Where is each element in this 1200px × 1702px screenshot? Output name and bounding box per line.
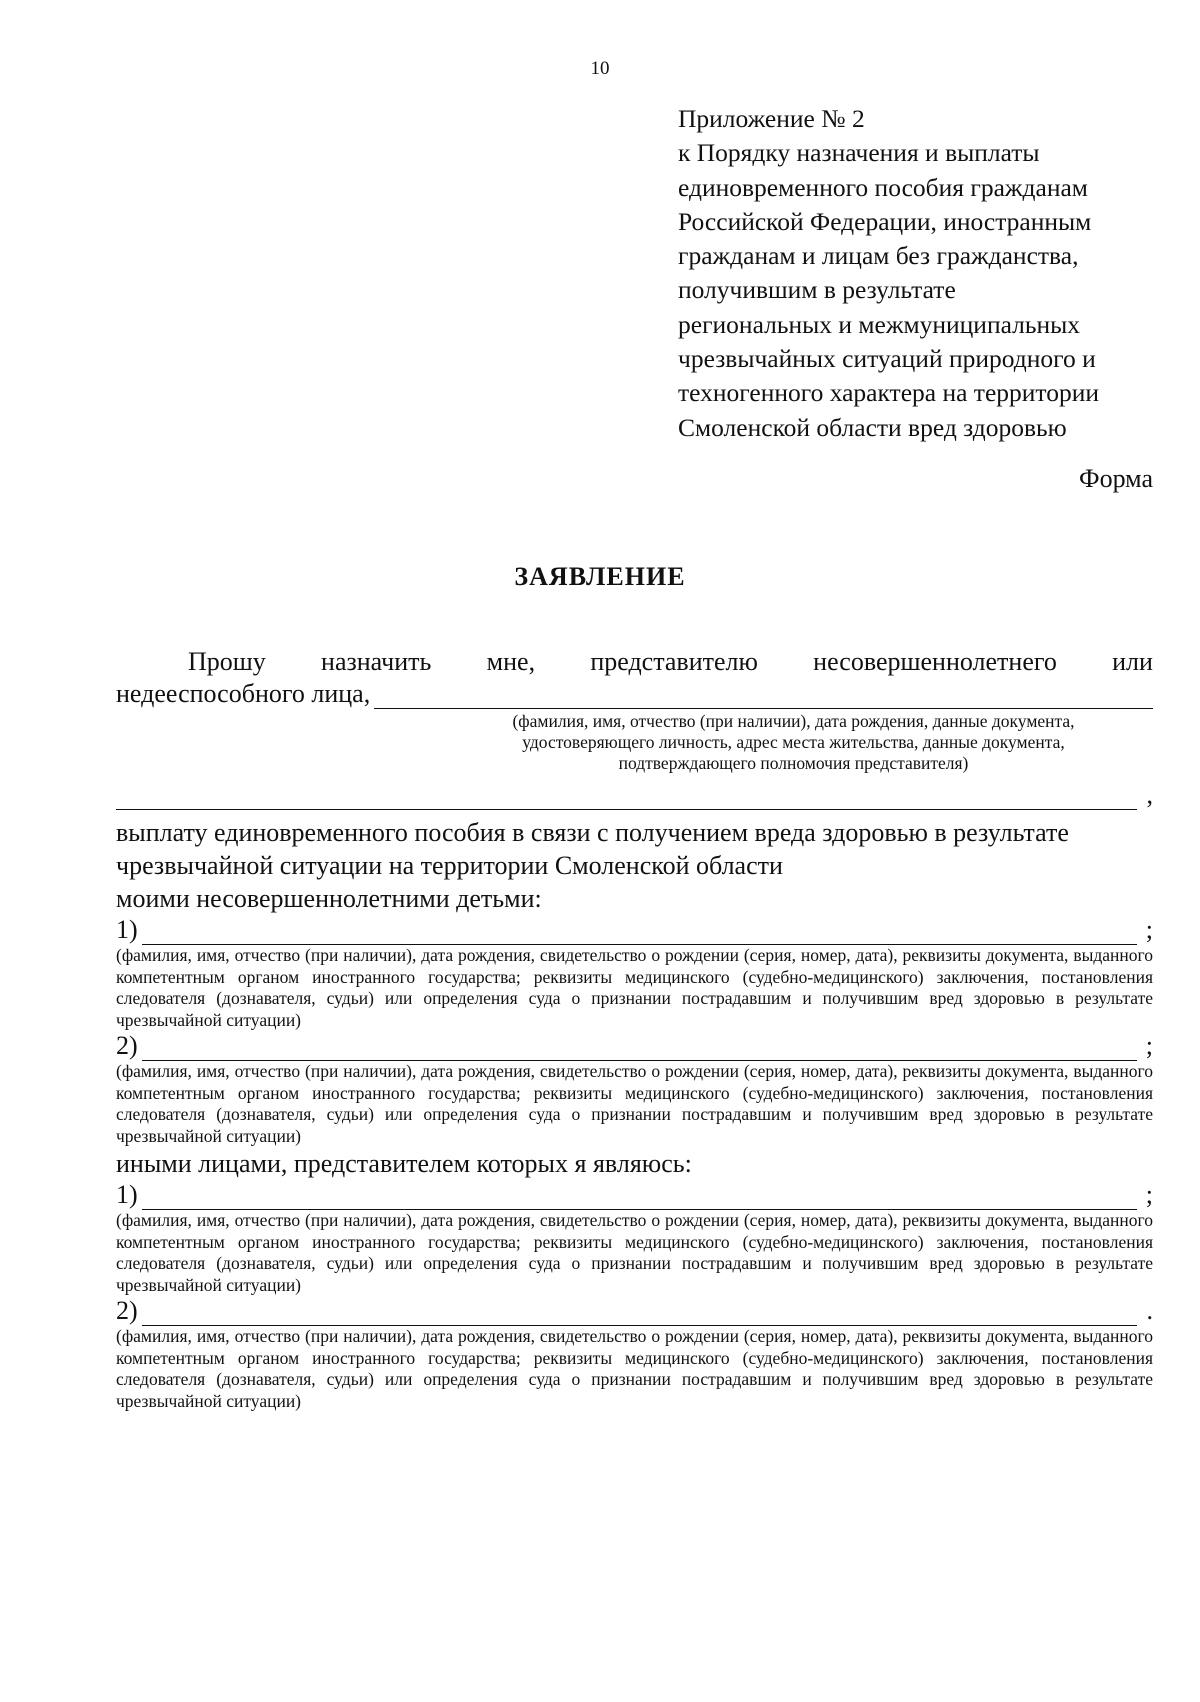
page-number: 10 bbox=[590, 58, 610, 79]
child-entry-2 bbox=[116, 1031, 1153, 1061]
intro-word: Прошу bbox=[188, 647, 266, 676]
other-entry-1 bbox=[116, 1180, 1153, 1210]
child-2-field[interactable] bbox=[142, 1036, 1137, 1061]
appendix-line: Российской Федерации, иностранным bbox=[678, 206, 1092, 236]
entry-end-mark: ; bbox=[1145, 915, 1153, 944]
other-2-field[interactable] bbox=[142, 1301, 1137, 1326]
other-1-field[interactable] bbox=[142, 1185, 1137, 1210]
purpose-text bbox=[116, 816, 1153, 915]
applicant-label: недееспособного лица, bbox=[116, 679, 371, 708]
purpose-line: выплату единовременного пособия в связи с получением вреда здоровью в результате bbox=[116, 818, 1069, 847]
applicant-note bbox=[116, 711, 1153, 774]
other-persons-heading: иными лицами, представителем которых я являюсь: bbox=[116, 1149, 692, 1178]
intro-word: или bbox=[1112, 647, 1153, 676]
other-1-note: (фамилия, имя, отчество (при наличии), дата рождения, свидетельство о рождении (серия, номер, дата), реквизиты документа, выданного компетентным органом иностранного государства; реквизиты медицинского (судебно-медицинского) заключения, постановления следователя (дознавателя, судьи) или определения суда о признании пострадавшим и получившим вред здоровью в результате чрезвычайной ситуации) bbox=[116, 1210, 1153, 1295]
appendix-line: гражданам и лицам без гражданства, bbox=[678, 241, 1079, 271]
entry-end-mark: ; bbox=[1145, 1180, 1153, 1209]
appendix-line: региональных и межмуниципальных bbox=[678, 309, 1081, 339]
applicant-note-line: удостоверяющего личность, адрес места жительства, данные документа, bbox=[522, 732, 1065, 752]
appendix-header bbox=[678, 102, 1178, 445]
applicant-note-line: подтверждающего полномочия представителя) bbox=[618, 753, 969, 773]
entry-end-mark: . bbox=[1146, 1296, 1153, 1325]
appendix-line: чрезвычайных ситуаций природного и bbox=[678, 344, 1096, 374]
intro-line bbox=[116, 645, 1153, 679]
child-2-note: (фамилия, имя, отчество (при наличии), дата рождения, свидетельство о рождении (серия, номер, дата), реквизиты документа, выданного компетентным органом иностранного государства; реквизиты медицинского (судебно-медицинского) заключения, постановления следователя (дознавателя, судьи) или определения суда о признании пострадавшим и получившим вред здоровью в результате чрезвычайной ситуации) bbox=[116, 1061, 1153, 1146]
entry-end-mark: ; bbox=[1145, 1031, 1153, 1060]
other-2-note: (фамилия, имя, отчество (при наличии), дата рождения, свидетельство о рождении (серия, номер, дата), реквизиты документа, выданного компетентным органом иностранного государства; реквизиты медицинского (судебно-медицинского) заключения, постановления следователя (дознавателя, судьи) или определения суда о признании пострадавшим и получившим вред здоровью в результате чрезвычайной ситуации) bbox=[116, 1326, 1153, 1411]
applicant-line bbox=[116, 679, 1153, 709]
appendix-line: получившим в результате bbox=[678, 275, 956, 305]
application-body bbox=[116, 645, 1153, 1412]
child-1-field[interactable] bbox=[142, 920, 1137, 945]
entry-number: 2) bbox=[116, 1031, 138, 1060]
comma-mark: , bbox=[1146, 780, 1153, 809]
applicant-line-continued bbox=[116, 780, 1153, 810]
appendix-line: техногенного характера на территории bbox=[678, 378, 1100, 408]
entry-number: 1) bbox=[116, 915, 138, 944]
intro-word: представителю bbox=[590, 647, 758, 676]
appendix-line: Приложение № 2 bbox=[678, 104, 865, 133]
child-entry-1 bbox=[116, 915, 1153, 945]
applicant-field[interactable] bbox=[374, 684, 1153, 709]
intro-word: назначить bbox=[321, 647, 432, 676]
child-1-note: (фамилия, имя, отчество (при наличии), дата рождения, свидетельство о рождении (серия, номер, дата), реквизиты документа, выданного компетентным органом иностранного государства; реквизиты медицинского (судебно-медицинского) заключения, постановления следователя (дознавателя, судьи) или определения суда о признании пострадавшим и получившим вред здоровью в результате чрезвычайной ситуации) bbox=[116, 945, 1153, 1030]
purpose-line: чрезвычайной ситуации на территории Смоленской области bbox=[116, 851, 783, 880]
other-entry-2 bbox=[116, 1296, 1153, 1326]
intro-word: несовершеннолетнего bbox=[813, 647, 1057, 676]
appendix-line: Смоленской области вред здоровью bbox=[678, 412, 1067, 442]
children-heading: моими несовершеннолетними детьми: bbox=[116, 884, 542, 913]
appendix-line: к Порядку назначения и выплаты bbox=[678, 138, 1040, 168]
applicant-field-continued[interactable] bbox=[116, 785, 1137, 810]
form-label: Форма bbox=[1079, 464, 1153, 493]
document-title: ЗАЯВЛЕНИЕ bbox=[514, 562, 686, 591]
applicant-note-line: (фамилия, имя, отчество (при наличии), дата рождения, данные документа, bbox=[512, 711, 1075, 731]
intro-word: мне, bbox=[486, 647, 536, 676]
entry-number: 1) bbox=[116, 1180, 138, 1209]
appendix-line: единовременного пособия гражданам bbox=[678, 172, 1088, 202]
entry-number: 2) bbox=[116, 1296, 138, 1325]
